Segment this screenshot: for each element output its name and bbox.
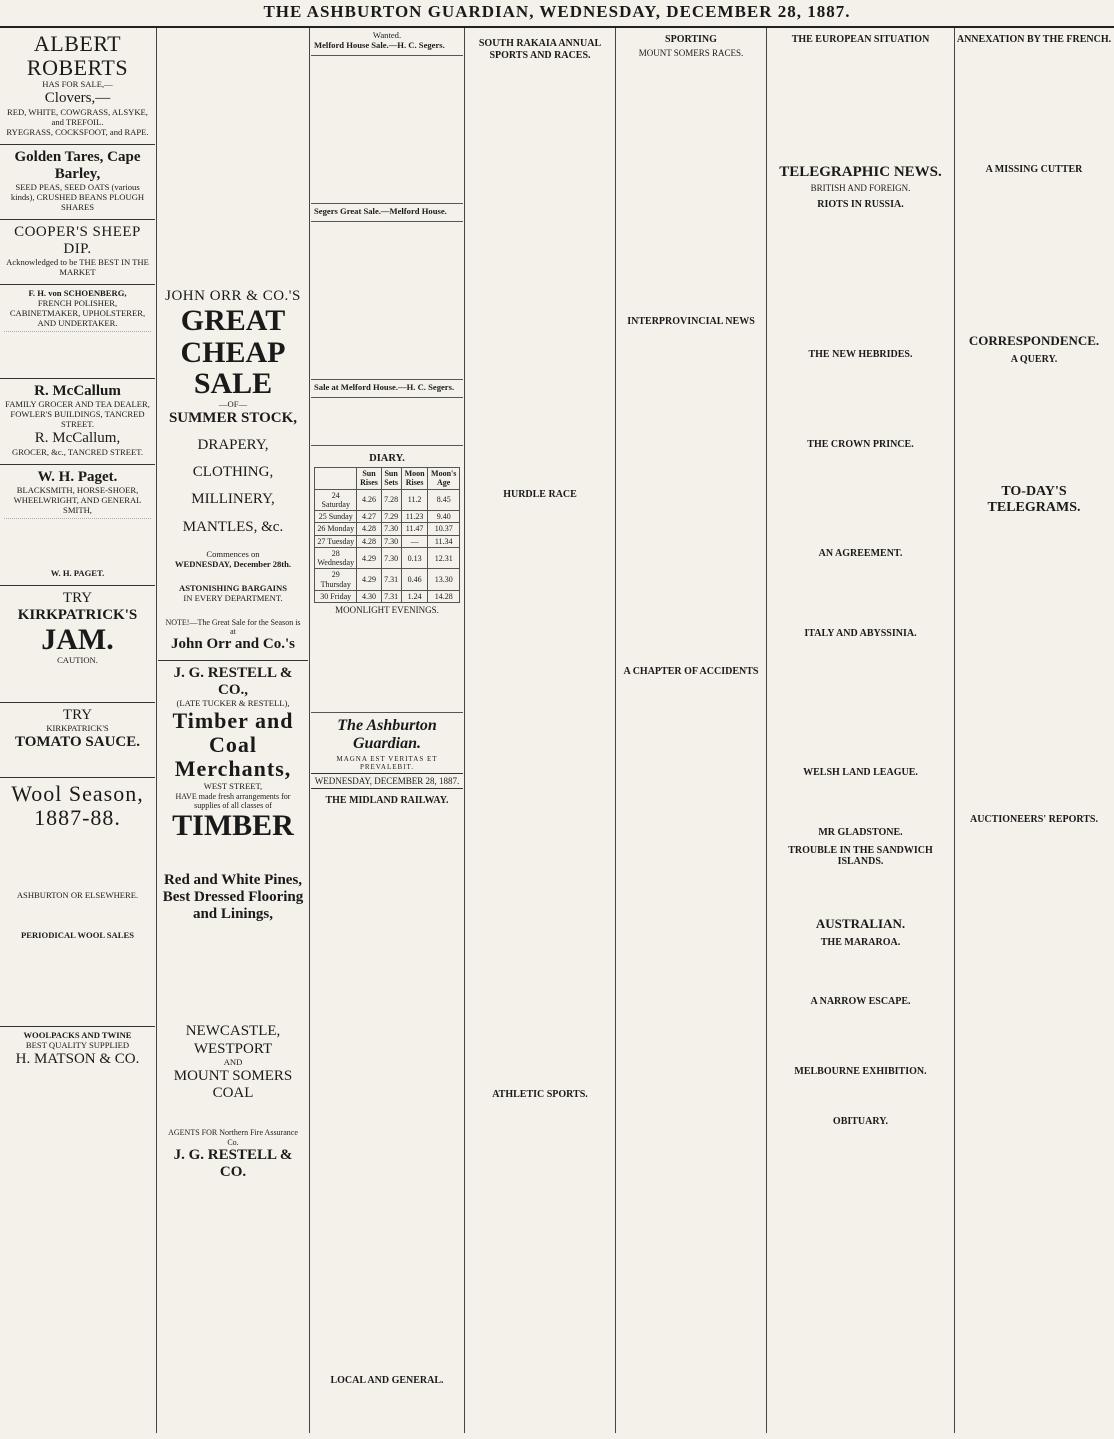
article-title: WELSH LAND LEAGUE. <box>803 767 918 779</box>
article-title: ITALY AND ABYSSINIA. <box>804 627 917 639</box>
ad-item: MILLINERY, <box>191 491 275 508</box>
ad-restell <box>158 661 308 1188</box>
diary-cell: 11.2 <box>401 489 428 511</box>
ad-note: NOTE!—The Great Sale for the Season is at <box>165 617 301 637</box>
diary-cell: 9.40 <box>428 511 460 523</box>
ad-line: Acknowledged to be THE BEST IN THE MARKET <box>6 257 149 278</box>
section-title: CORRESPONDENCE. <box>968 333 1100 349</box>
ad-brand: KIRKPATRICK'S <box>17 606 138 623</box>
diary-cell: 7.28 <box>381 489 401 511</box>
column-rule <box>156 28 157 1433</box>
section-subtitle: BRITISH AND FOREIGN. <box>810 182 911 193</box>
section-title: SPORTING <box>665 34 717 45</box>
ad-line: SEED PEAS, SEED OATS (various kinds), CRUSHED BEANS PLOUGH SHARES <box>10 182 145 212</box>
ad-golden-tares <box>0 145 155 220</box>
ad-kirkpatrick-jam <box>0 586 155 703</box>
ad-heading: Wanted. <box>372 30 402 40</box>
ad-subtitle: HAS FOR SALE,— <box>42 79 113 90</box>
diary-cell: 26 Monday <box>315 523 357 535</box>
ad-line: NEWCASTLE, WESTPORT <box>185 1023 281 1057</box>
ad-subtitle: FAMILY GROCER AND TEA DEALER, FOWLER'S BUILDINGS, TANCRED STREET. <box>5 399 150 430</box>
article-body <box>956 48 1112 158</box>
article-body <box>956 177 1112 327</box>
ad-product: TOMATO SAUCE. <box>14 733 141 750</box>
ad-segers <box>311 204 463 222</box>
article-title: MELBOURNE EXHIBITION. <box>794 1066 927 1078</box>
ad-caution: CAUTION. <box>57 654 98 665</box>
ad-line: Red and White Pines, <box>163 871 303 888</box>
article-body <box>768 363 953 433</box>
paper-date: WEDNESDAY, DECEMBER 28, 1887. <box>311 774 463 789</box>
ad-subtitle: (LATE TUCKER & RESTELL), <box>176 698 290 709</box>
ad-woolpacks <box>0 1027 155 1074</box>
article-body <box>768 870 953 910</box>
ad-title: Segers Great Sale.—Melford House. <box>314 205 447 216</box>
ad-albert-roberts <box>0 28 155 145</box>
diary-cell: 0.13 <box>401 547 428 569</box>
article-title: TROUBLE IN THE SANDWICH ISLANDS. <box>788 844 933 868</box>
diary-cell: 14.28 <box>428 590 460 602</box>
diary-row <box>315 489 460 511</box>
article-title: THE NEW HEBRIDES. <box>808 349 913 361</box>
ad-item: DRAPERY, <box>197 436 269 453</box>
diary-header-cell <box>315 468 357 490</box>
article-body <box>617 60 765 310</box>
ad-title: J. G. RESTELL & CO., <box>173 664 293 698</box>
diary-cell: 11.23 <box>401 511 428 523</box>
ad-line: AND <box>223 1056 243 1067</box>
ad-heading: CHEAP SALE <box>180 335 286 401</box>
diary-row <box>315 523 460 535</box>
diary-header-cell: Sun Rises <box>357 468 381 490</box>
article-body <box>956 368 1112 478</box>
article-title: THE CROWN PRINCE. <box>807 438 914 450</box>
article-body <box>768 781 953 821</box>
ad-body-text <box>162 923 304 1023</box>
article-title: A CHAPTER OF ACCIDENTS <box>623 665 759 677</box>
diary-cell: 7.30 <box>381 523 401 535</box>
ad-title: Melford House Sale.—H. C. Segers. <box>314 39 445 50</box>
diary-header-cell: Moon's Age <box>428 468 460 490</box>
ad-paget <box>0 465 155 586</box>
column-news-3 <box>768 28 953 1433</box>
article-body <box>768 1080 953 1110</box>
ad-line: Best Dressed Flooring and Linings, <box>162 888 304 923</box>
ad-subtitle: BEST QUALITY SUPPLIED <box>25 1040 130 1051</box>
article-body <box>466 63 614 483</box>
column-news-2 <box>617 28 765 1433</box>
ad-signature: J. G. RESTELL & CO. <box>173 1146 293 1181</box>
article-title: MR GLADSTONE. <box>818 826 903 838</box>
classified-ads <box>311 398 463 446</box>
diary-section <box>311 446 463 713</box>
diary-cell: 27 Tuesday <box>315 535 357 547</box>
ad-heading: GREAT <box>180 304 286 338</box>
ad-line: WEST STREET, <box>203 780 263 791</box>
article-body <box>768 213 953 343</box>
article-title: A QUERY. <box>1010 354 1058 366</box>
diary-cell: 8.45 <box>428 489 460 511</box>
column-news-1 <box>466 28 614 1433</box>
diary-header-cell: Moon Rises <box>401 468 428 490</box>
diary-cell: 4.29 <box>357 547 381 569</box>
diary-cell: 11.47 <box>401 523 428 535</box>
article-title: A NARROW ESCAPE. <box>810 996 911 1008</box>
column-rule <box>464 28 465 1433</box>
ad-body-text <box>162 1102 304 1128</box>
article-title: ANNEXATION BY THE FRENCH. <box>956 34 1112 45</box>
column-advertisements-2 <box>158 28 308 1433</box>
article-body <box>311 809 463 1369</box>
paper-motto: MAGNA EST VERITAS ET PREVALEBIT. <box>311 755 463 774</box>
ad-coopers-sheep-dip <box>0 220 155 285</box>
ad-title: Sale at Melford House.—H. C. Segers. <box>314 381 455 392</box>
ad-title: Golden Tares, Cape Barley, <box>14 148 141 182</box>
article-title: MOUNT SOMERS RACES. <box>638 47 744 58</box>
ad-signature: W. H. PAGET. <box>50 567 105 578</box>
column-advertisements-1 <box>0 28 155 1433</box>
column-rule <box>309 28 310 1433</box>
ad-heading: Clovers,— <box>44 90 111 107</box>
diary-cell: 28 Wednesday <box>315 547 357 569</box>
column-rule <box>615 28 616 1433</box>
diary-row <box>315 535 460 547</box>
diary-cell: 7.31 <box>381 590 401 602</box>
diary-cell: 4.26 <box>357 489 381 511</box>
ad-wool-season <box>0 778 155 1027</box>
ad-title: TRY <box>62 589 93 606</box>
article-body <box>466 503 614 1083</box>
classified-ads <box>311 222 463 380</box>
diary-cell: 24 Saturday <box>315 489 357 511</box>
ad-product: JAM. <box>41 623 114 657</box>
ad-title: R. McCallum <box>34 383 121 400</box>
ad-subtitle: FRENCH POLISHER, CABINETMAKER, UPHOLSTERER, AND UNDERTAKER. <box>9 298 146 329</box>
section-title: INTERPROVINCIAL NEWS <box>627 316 755 328</box>
column-news-4 <box>956 28 1112 1433</box>
ad-signature: R. McCallum, <box>34 430 121 447</box>
diary-cell: 0.46 <box>401 569 428 591</box>
ad-body-text <box>4 666 151 696</box>
article-body <box>617 330 765 660</box>
column-editorial <box>311 28 463 1433</box>
paper-title: The Ashburton Guardian. <box>337 716 437 753</box>
ad-title: JOHN ORR & CO.'S <box>165 288 301 304</box>
section-title: TO-DAY'S TELEGRAMS. <box>987 483 1081 516</box>
ad-john-orr-sale <box>158 28 308 661</box>
diary-cell: 4.28 <box>357 523 381 535</box>
ad-schoenberg <box>0 285 155 379</box>
article-body <box>768 562 953 622</box>
article-title: THE EUROPEAN SITUATION <box>791 34 930 45</box>
diary-cell: 7.30 <box>381 547 401 569</box>
diary-cell: 4.30 <box>357 590 381 602</box>
article-title: AUCTIONEERS' REPORTS. <box>969 814 1098 826</box>
article-body <box>768 1010 953 1060</box>
diary-cell: 25 Sunday <box>315 511 357 523</box>
ad-body-text <box>4 901 151 931</box>
diary-cell: 7.30 <box>381 535 401 547</box>
ad-line: IN EVERY DEPARTMENT. <box>183 592 283 603</box>
ad-line: ASHBURTON OR ELSEWHERE. <box>16 889 139 900</box>
article-title: RIOTS IN RUSSIA. <box>817 199 904 211</box>
diary-cell: 12.31 <box>428 547 460 569</box>
ad-mccallum <box>0 379 155 464</box>
ad-line: RYEGRASS, COCKSFOOT, and RAPE. <box>6 126 149 137</box>
article-title: A MISSING CUTTER <box>985 163 1083 175</box>
section-title: TELEGRAPHIC NEWS. <box>779 163 942 180</box>
ad-line: AGENTS FOR Northern Fire Assurance Co. <box>168 1128 298 1147</box>
article-body <box>768 48 953 158</box>
column-rule <box>954 28 955 1433</box>
ad-kirkpatrick-sauce <box>0 703 155 778</box>
article-body <box>768 641 953 761</box>
ad-body-text <box>162 842 304 872</box>
section-title: AUSTRALIAN. <box>815 915 906 931</box>
diary-cell: 10.37 <box>428 523 460 535</box>
ad-body-text <box>4 940 151 1020</box>
diary-cell: 7.29 <box>381 511 401 523</box>
article-title: SOUTH RAKAIA ANNUAL SPORTS AND RACES. <box>478 38 602 61</box>
ad-subtitle: BLACKSMITH, HORSE-SHOER, WHEELWRIGHT, AND GENERAL SMITH, <box>13 484 142 515</box>
ad-line: Commences on <box>206 548 260 559</box>
ad-title: TRY <box>62 706 93 723</box>
diary-cell: 1.24 <box>401 590 428 602</box>
ad-title: F. H. von SCHOENBERG, <box>28 288 127 299</box>
ad-title: Wool Season, <box>11 781 144 807</box>
diary-row <box>315 511 460 523</box>
article-title: THE MIDLAND RAILWAY. <box>325 795 449 807</box>
article-body <box>768 452 953 542</box>
ad-line: PERIODICAL WOOL SALES <box>20 929 135 940</box>
ad-signature: H. MATSON & CO. <box>15 1051 140 1068</box>
section-title: DIARY. <box>369 452 405 464</box>
ad-title: W. H. Paget. <box>37 468 118 485</box>
ad-title: WOOLPACKS AND TWINE <box>23 1030 132 1041</box>
diary-cell: 4.29 <box>357 569 381 591</box>
diary-row <box>315 547 460 569</box>
ad-body-text <box>4 331 151 372</box>
ad-heading: Timber and Coal Merchants, <box>172 708 294 782</box>
diary-row <box>315 590 460 602</box>
article-subtitle: ATHLETIC SPORTS. <box>492 1088 588 1100</box>
article-body <box>768 950 953 990</box>
classified-ads <box>311 56 463 204</box>
diary-cell: 13.30 <box>428 569 460 591</box>
section-subtitle: MOONLIGHT EVENINGS. <box>335 605 439 616</box>
ad-line: —OF— <box>218 398 248 409</box>
diary-cell: 11.34 <box>428 535 460 547</box>
diary-cell: 4.27 <box>357 511 381 523</box>
diary-cell: 4.28 <box>357 535 381 547</box>
ad-signature-line: GROCER, &c., TANCRED STREET. <box>11 446 143 457</box>
ad-melford <box>311 380 463 398</box>
article-title: THE MARAROA. <box>820 936 901 948</box>
ad-heading: TIMBER <box>172 809 294 843</box>
ad-year: 1887-88. <box>34 805 121 831</box>
article-title: OBITUARY. <box>832 1115 889 1127</box>
ad-line: HAVE made fresh arrangements for supplies of all classes of <box>175 791 291 810</box>
diary-table <box>314 467 460 603</box>
diary-notes <box>314 618 460 708</box>
masthead: THE ASHBURTON GUARDIAN, WEDNESDAY, DECEMBER 28, 1887. <box>0 0 1114 28</box>
ad-line: RED, WHITE, COWGRASS, ALSYKE, and TREFOIL. <box>7 106 148 127</box>
article-body <box>956 518 1112 808</box>
ad-body-text <box>4 751 151 771</box>
diary-header-cell: Sun Sets <box>381 468 401 490</box>
diary-cell: 30 Friday <box>315 590 357 602</box>
article-title: LOCAL AND GENERAL. <box>330 1375 444 1387</box>
ad-body-text <box>4 518 151 569</box>
diary-cell: — <box>401 535 428 547</box>
ad-line: ASTONISHING BARGAINS <box>178 582 287 593</box>
ad-title: COOPER'S SHEEP DIP. <box>14 223 141 258</box>
column-rule <box>766 28 767 1433</box>
article-subtitle: HURDLE RACE <box>503 489 577 501</box>
ad-brand: KIRKPATRICK'S <box>46 722 109 733</box>
ad-line: SUMMER STOCK, <box>168 409 298 426</box>
ad-title: ALBERT ROBERTS <box>26 31 129 81</box>
article-title: AN AGREEMENT. <box>818 548 903 560</box>
ad-body-text <box>4 831 151 891</box>
ad-wanted <box>311 28 463 56</box>
diary-cell: 7.31 <box>381 569 401 591</box>
ad-item: CLOTHING, <box>192 464 274 481</box>
ad-line: MOUNT SOMERS COAL <box>173 1067 293 1102</box>
ad-signature: John Orr and Co.'s <box>171 636 295 653</box>
ad-date: WEDNESDAY, December 28th. <box>174 558 292 569</box>
diary-cell: 29 Thursday <box>315 569 357 591</box>
spacer <box>466 28 614 38</box>
diary-row <box>315 569 460 591</box>
ad-item: MANTLES, &c. <box>182 518 284 535</box>
